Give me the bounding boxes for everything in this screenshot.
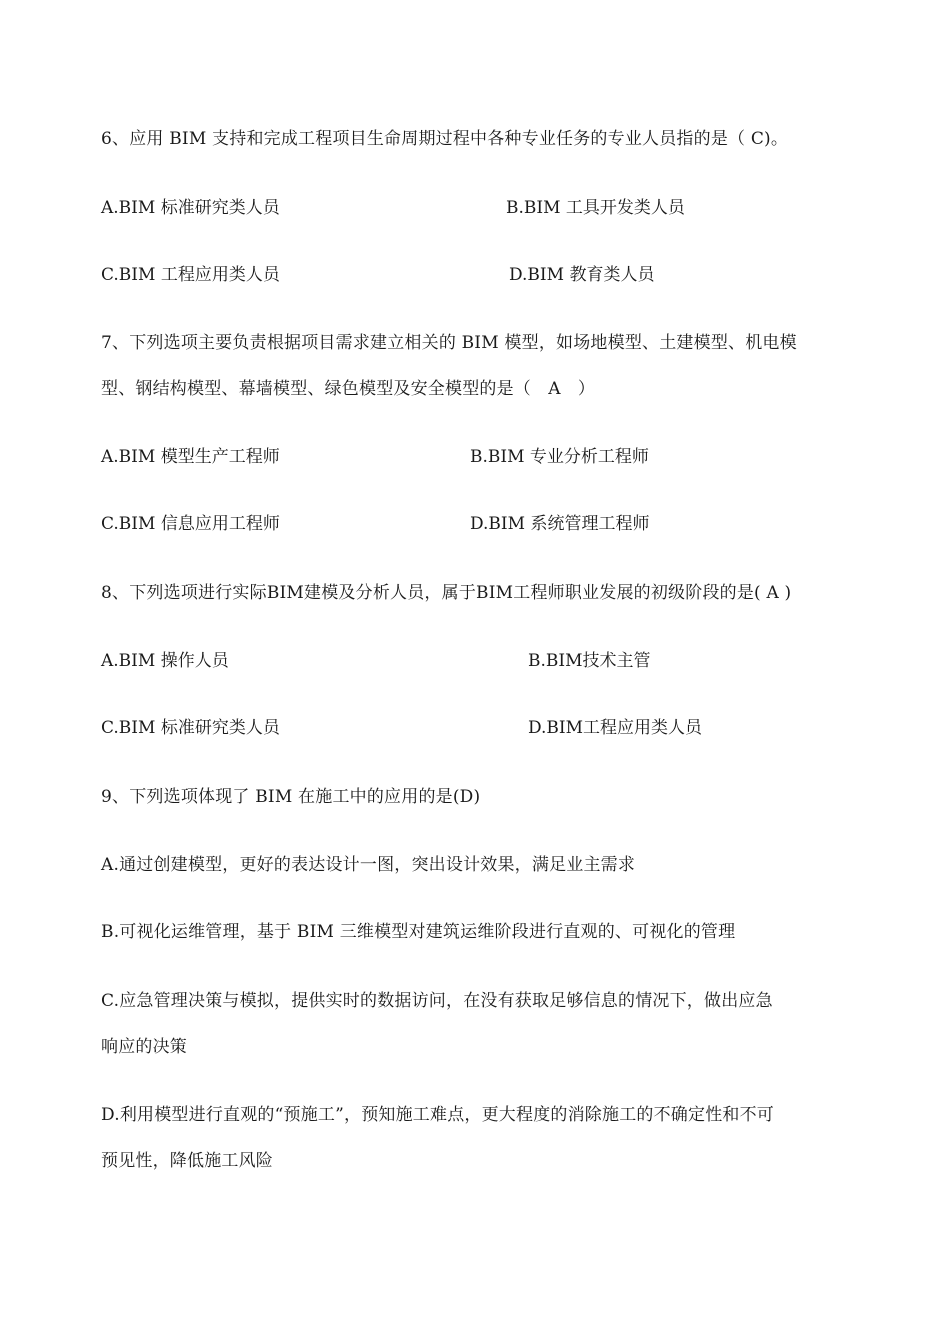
question-9-option-c-line-2: 响应的决策 [101, 1037, 187, 1057]
question-9-option-d-line-2: 预见性，降低施工风险 [101, 1151, 273, 1171]
question-9-option-a: A.通过创建模型，更好的表达设计一图，突出设计效果，满足业主需求 [101, 855, 636, 875]
question-8-option-c: C.BIM 标准研究类人员 [101, 718, 280, 738]
question-7-option-a: A.BIM 模型生产工程师 [101, 447, 280, 467]
question-9-option-b: B.可视化运维管理，基于 BIM 三维模型对建筑运维阶段进行直观的、可视化的管理 [101, 922, 736, 942]
question-6-option-c: C.BIM 工程应用类人员 [101, 265, 280, 285]
question-8-option-a: A.BIM 操作人员 [101, 651, 229, 671]
question-9-option-d-line-1: D.利用模型进行直观的“预施工”，预知施工难点，更大程度的消除施工的不确定性和不可 [101, 1105, 775, 1125]
question-6-option-b: B.BIM 工具开发类人员 [506, 198, 685, 218]
question-8-option-b: B.BIM技术主管 [528, 651, 651, 671]
question-6-option-d: D.BIM 教育类人员 [509, 265, 655, 285]
question-8-option-d: D.BIM工程应用类人员 [528, 718, 703, 738]
question-7-option-d: D.BIM 系统管理工程师 [470, 514, 650, 534]
question-7-option-c: C.BIM 信息应用工程师 [101, 514, 280, 534]
question-9-option-c-line-1: C.应急管理决策与模拟，提供实时的数据访问，在没有获取足够信息的情况下，做出应急 [101, 991, 773, 1011]
question-8-stem: 8、下列选项进行实际BIM建模及分析人员，属于BIM工程师职业发展的初级阶段的是( A ) [101, 583, 792, 603]
question-7-stem-line-1: 7、下列选项主要负责根据项目需求建立相关的 BIM 模型，如场地模型、土建模型、机电模 [101, 333, 797, 353]
question-7-option-b: B.BIM 专业分析工程师 [470, 447, 649, 467]
question-7-stem-line-2: 型、钢结构模型、幕墙模型、绿色模型及安全模型的是（ A ） [101, 379, 596, 399]
question-9-stem: 9、下列选项体现了 BIM 在施工中的应用的是(D) [101, 787, 481, 807]
question-6-option-a: A.BIM 标准研究类人员 [101, 198, 280, 218]
question-6-stem: 6、应用 BIM 支持和完成工程项目生命周期过程中各种专业任务的专业人员指的是（ C)。 [101, 129, 789, 149]
